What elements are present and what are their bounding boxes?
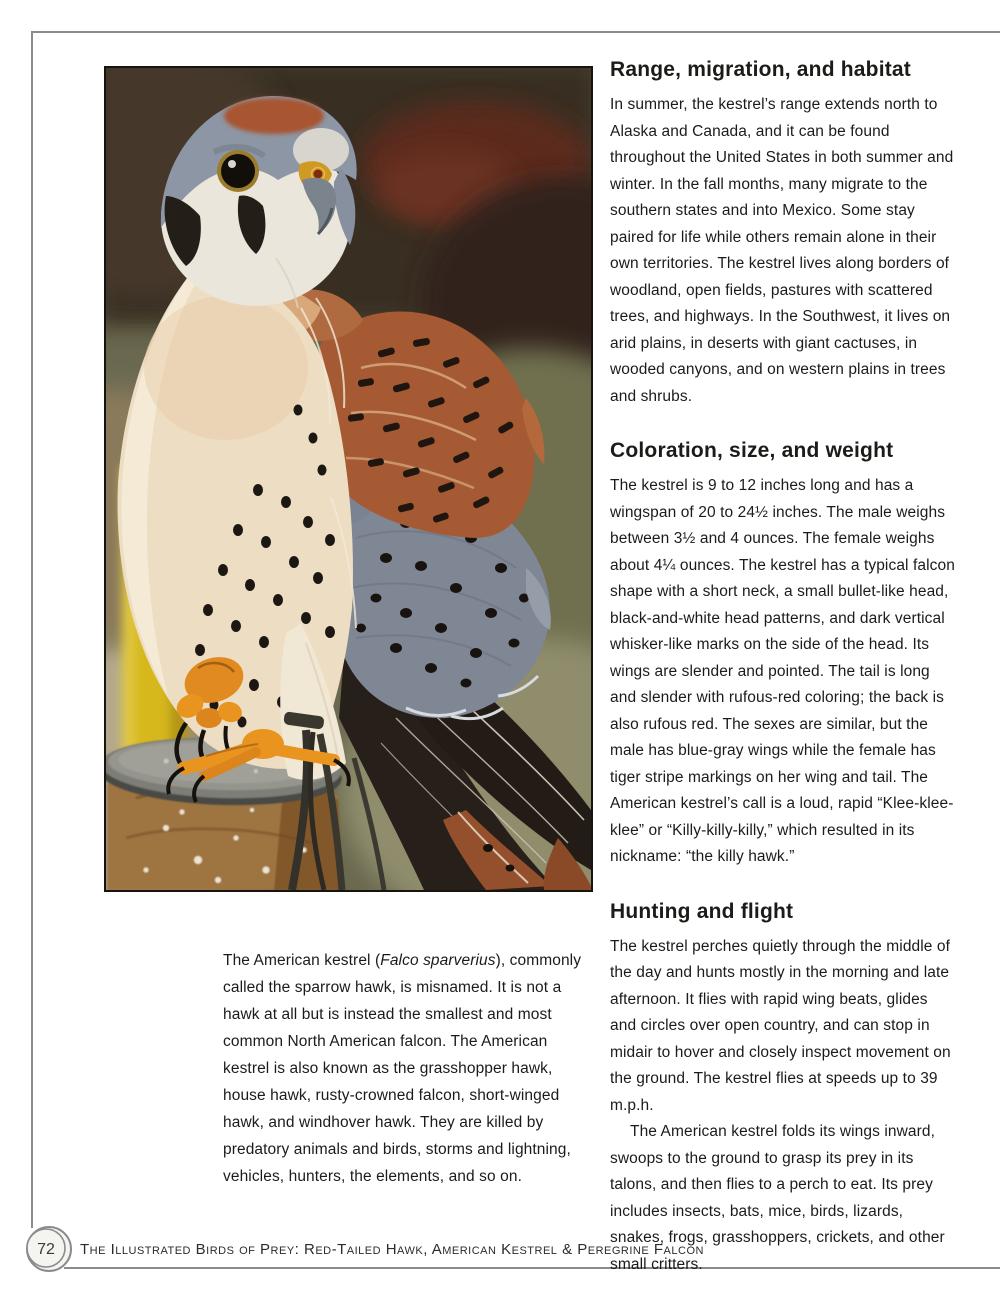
- kestrel-photo-illustration: [106, 68, 591, 890]
- section-paragraph: The kestrel is 9 to 12 inches long and has a wingspan of 20 to 24½ inches. The male weighs between 3½ and 4 ounces. The female weighs about 4¼ ounces. The kestrel has a typical falcon shape with a short neck, a small bullet-like head, black-and-white head patterns, and dark vertical whisker-like marks on the side of the head. Its wings are slender and pointed. The tail is long and slender with rufous-red coloring; the back is also rufous red. The sexes are similar, but the male has blue-gray wings while the female has tiger stripe markings on her wing and tail. The American kestrel’s call is a loud, rapid “Klee-klee-klee” or “Killy-killy-killy,” which resulted in its nickname: “the killy hawk.”: [610, 477, 955, 865]
- caption-text-post: ), commonly called the sparrow hawk, is misnamed. It is not a hawk at all but is instead the smallest and most common North American falcon. The American kestrel is also known as the grasshopper hawk, house hawk, rusty-crowned falcon, short-winged hawk, and windhover hawk. They are killed by predatory animals and birds, storms and lightning, vehicles, hunters, the elements, and so on.: [223, 951, 582, 1185]
- section-paragraph: The American kestrel folds its wings inward, swoops to the ground to grasp its prey in its talons, and then flies to a perch to eat. Its prey includes insects, bats, mice, birds, lizards, snakes, frogs, grasshoppers, crickets, and other small critters.: [610, 1123, 945, 1273]
- section-coloration-size-weight: [610, 437, 958, 871]
- kestrel-photo: [104, 66, 593, 892]
- section-paragraph: In summer, the kestrel’s range extends north to Alaska and Canada, and it can be found throughout the United States in both summer and winter. In the fall months, many migrate to the southern states and into Mexico. Some stay paired for life while others remain alone in their own territories. The kestrel lives along borders of woodland, open fields, pastures with scattered trees, and highways. In the Southwest, it lives on arid plains, in deserts with giant cactuses, in wooded canyons, and on western plains in trees and shrubs.: [610, 96, 954, 405]
- section-heading: Hunting and flight: [610, 899, 794, 923]
- top-border-rule: [31, 31, 1000, 33]
- section-hunting-flight: [610, 898, 958, 1279]
- page-number-badge: [22, 1222, 74, 1276]
- page-number-circles: [22, 1222, 74, 1276]
- photo-caption: [223, 947, 591, 1190]
- section-paragraph: The kestrel perches quietly through the middle of the day and hunts mostly in the morning and late afternoon. It flies with rapid wing beats, glides and circles over open country, and can stop in midair to hover and closely inspect movement on the ground. The kestrel flies at speeds up to 39 m.p.h.: [610, 937, 951, 1114]
- caption-species-name: Falco sparverius: [380, 951, 496, 969]
- caption-text-pre: The American kestrel (: [223, 951, 381, 969]
- section-heading: Coloration, size, and weight: [610, 439, 894, 462]
- section-range-migration-habitat: [610, 56, 958, 410]
- section-heading: Range, migration, and habitat: [610, 58, 911, 81]
- left-border-rule: [31, 31, 33, 1228]
- footer-book-title: The Illustrated Birds of Prey: Red-Tailed Hawk, American Kestrel & Peregrine Falcon: [80, 1241, 704, 1258]
- page-number: 72: [37, 1241, 55, 1258]
- text-column: [610, 56, 958, 1278]
